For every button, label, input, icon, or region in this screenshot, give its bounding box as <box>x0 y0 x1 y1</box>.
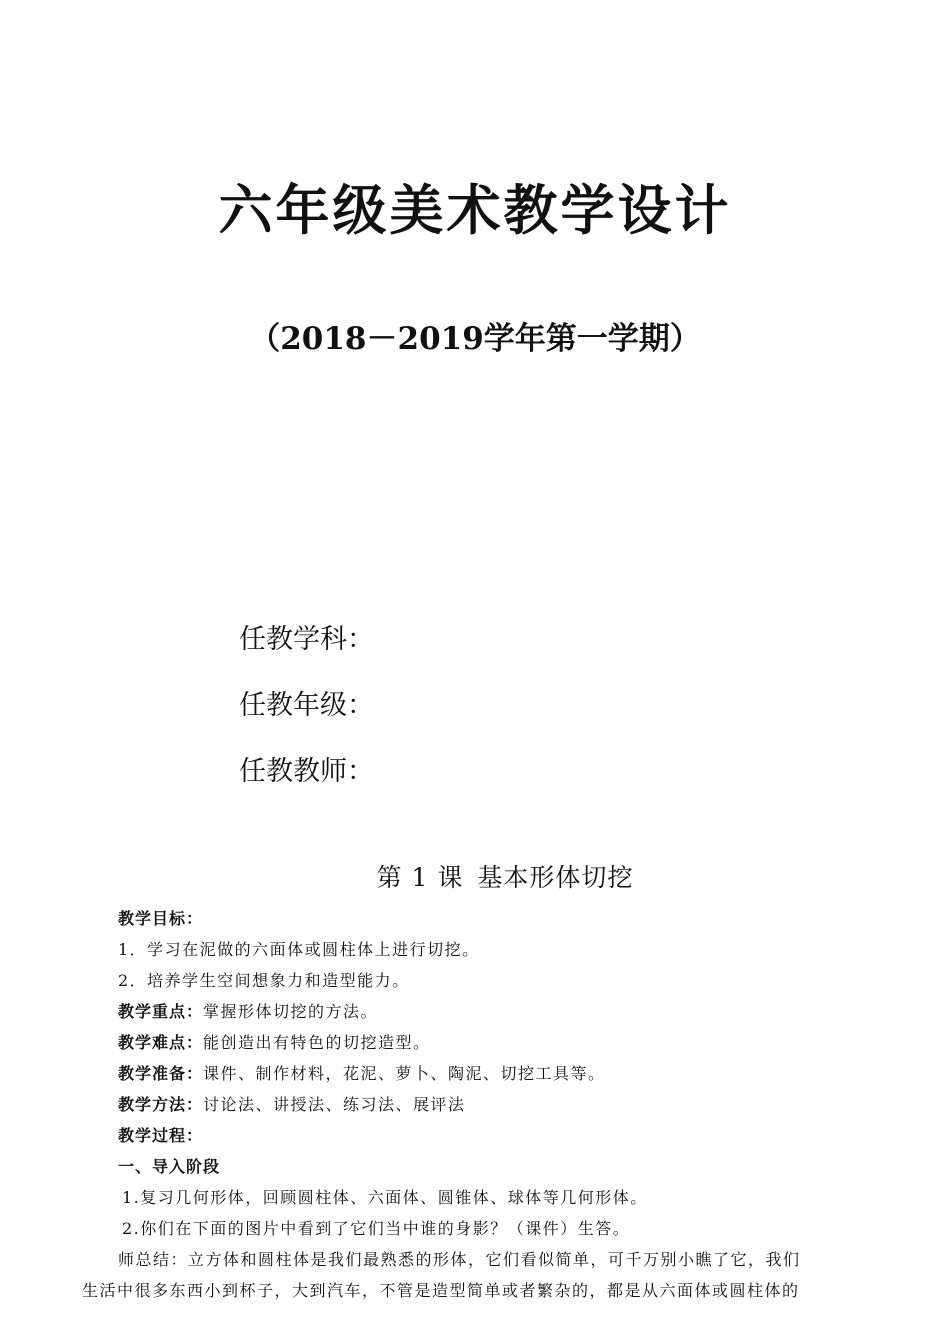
difficulty-row <box>118 1027 878 1058</box>
difficulty-label: 教学难点： <box>118 1033 204 1052</box>
methods-text: 讨论法、讲授法、练习法、展评法 <box>203 1095 466 1114</box>
stage1-item: 1.复习几何形体，回顾圆柱体、六面体、圆锥体、球体等几何形体。 <box>122 1188 648 1207</box>
key-point-row <box>118 996 878 1027</box>
lesson-content <box>118 903 878 1244</box>
key-point-text: 掌握形体切挖的方法。 <box>203 1002 379 1021</box>
process-heading: 教学过程： <box>118 1126 204 1145</box>
preparation-row <box>118 1058 878 1089</box>
difficulty-text: 能创造出有特色的切挖造型。 <box>203 1033 431 1052</box>
document-title: 六年级美术教学设计 <box>218 179 732 242</box>
semester-subtitle: （2018－2019学年第一学期） <box>249 321 701 357</box>
summary-line-1: 师总结：立方体和圆柱体是我们最熟悉的形体，它们看似简单，可千万别小瞧了它，我们 <box>118 1250 801 1269</box>
key-point-label: 教学重点： <box>118 1002 204 1021</box>
preparation-text: 课件、制作材料，花泥、萝卜、陶泥、切挖工具等。 <box>203 1064 606 1083</box>
lesson-name: 基本形体切挖 <box>477 863 634 892</box>
methods-row <box>118 1089 878 1120</box>
info-subject-label: 任教学科： <box>239 624 374 655</box>
info-grade-label: 任教年级： <box>239 690 374 721</box>
preparation-label: 教学准备： <box>118 1064 204 1083</box>
lesson-number: 第 1 课 <box>376 863 464 892</box>
objective-item: 2．培养学生空间想象力和造型能力。 <box>118 971 410 990</box>
teacher-summary-paragraph <box>82 1244 872 1306</box>
stage1-heading: 一、导入阶段 <box>118 1157 221 1176</box>
methods-label: 教学方法： <box>118 1095 204 1114</box>
teacher-info-block <box>239 620 374 818</box>
objective-item: 1．学习在泥做的六面体或圆柱体上进行切挖。 <box>118 940 480 959</box>
lesson-heading <box>0 858 950 894</box>
summary-line-2: 生活中很多东西小到杯子，大到汽车，不管是造型简单或者繁杂的，都是从六面体或圆柱体的 <box>82 1281 800 1300</box>
info-teacher-label: 任教教师： <box>239 756 374 787</box>
objectives-heading: 教学目标： <box>118 909 204 928</box>
stage1-item: 2.你们在下面的图片中看到了它们当中谁的身影？（课件）生答。 <box>122 1219 631 1238</box>
